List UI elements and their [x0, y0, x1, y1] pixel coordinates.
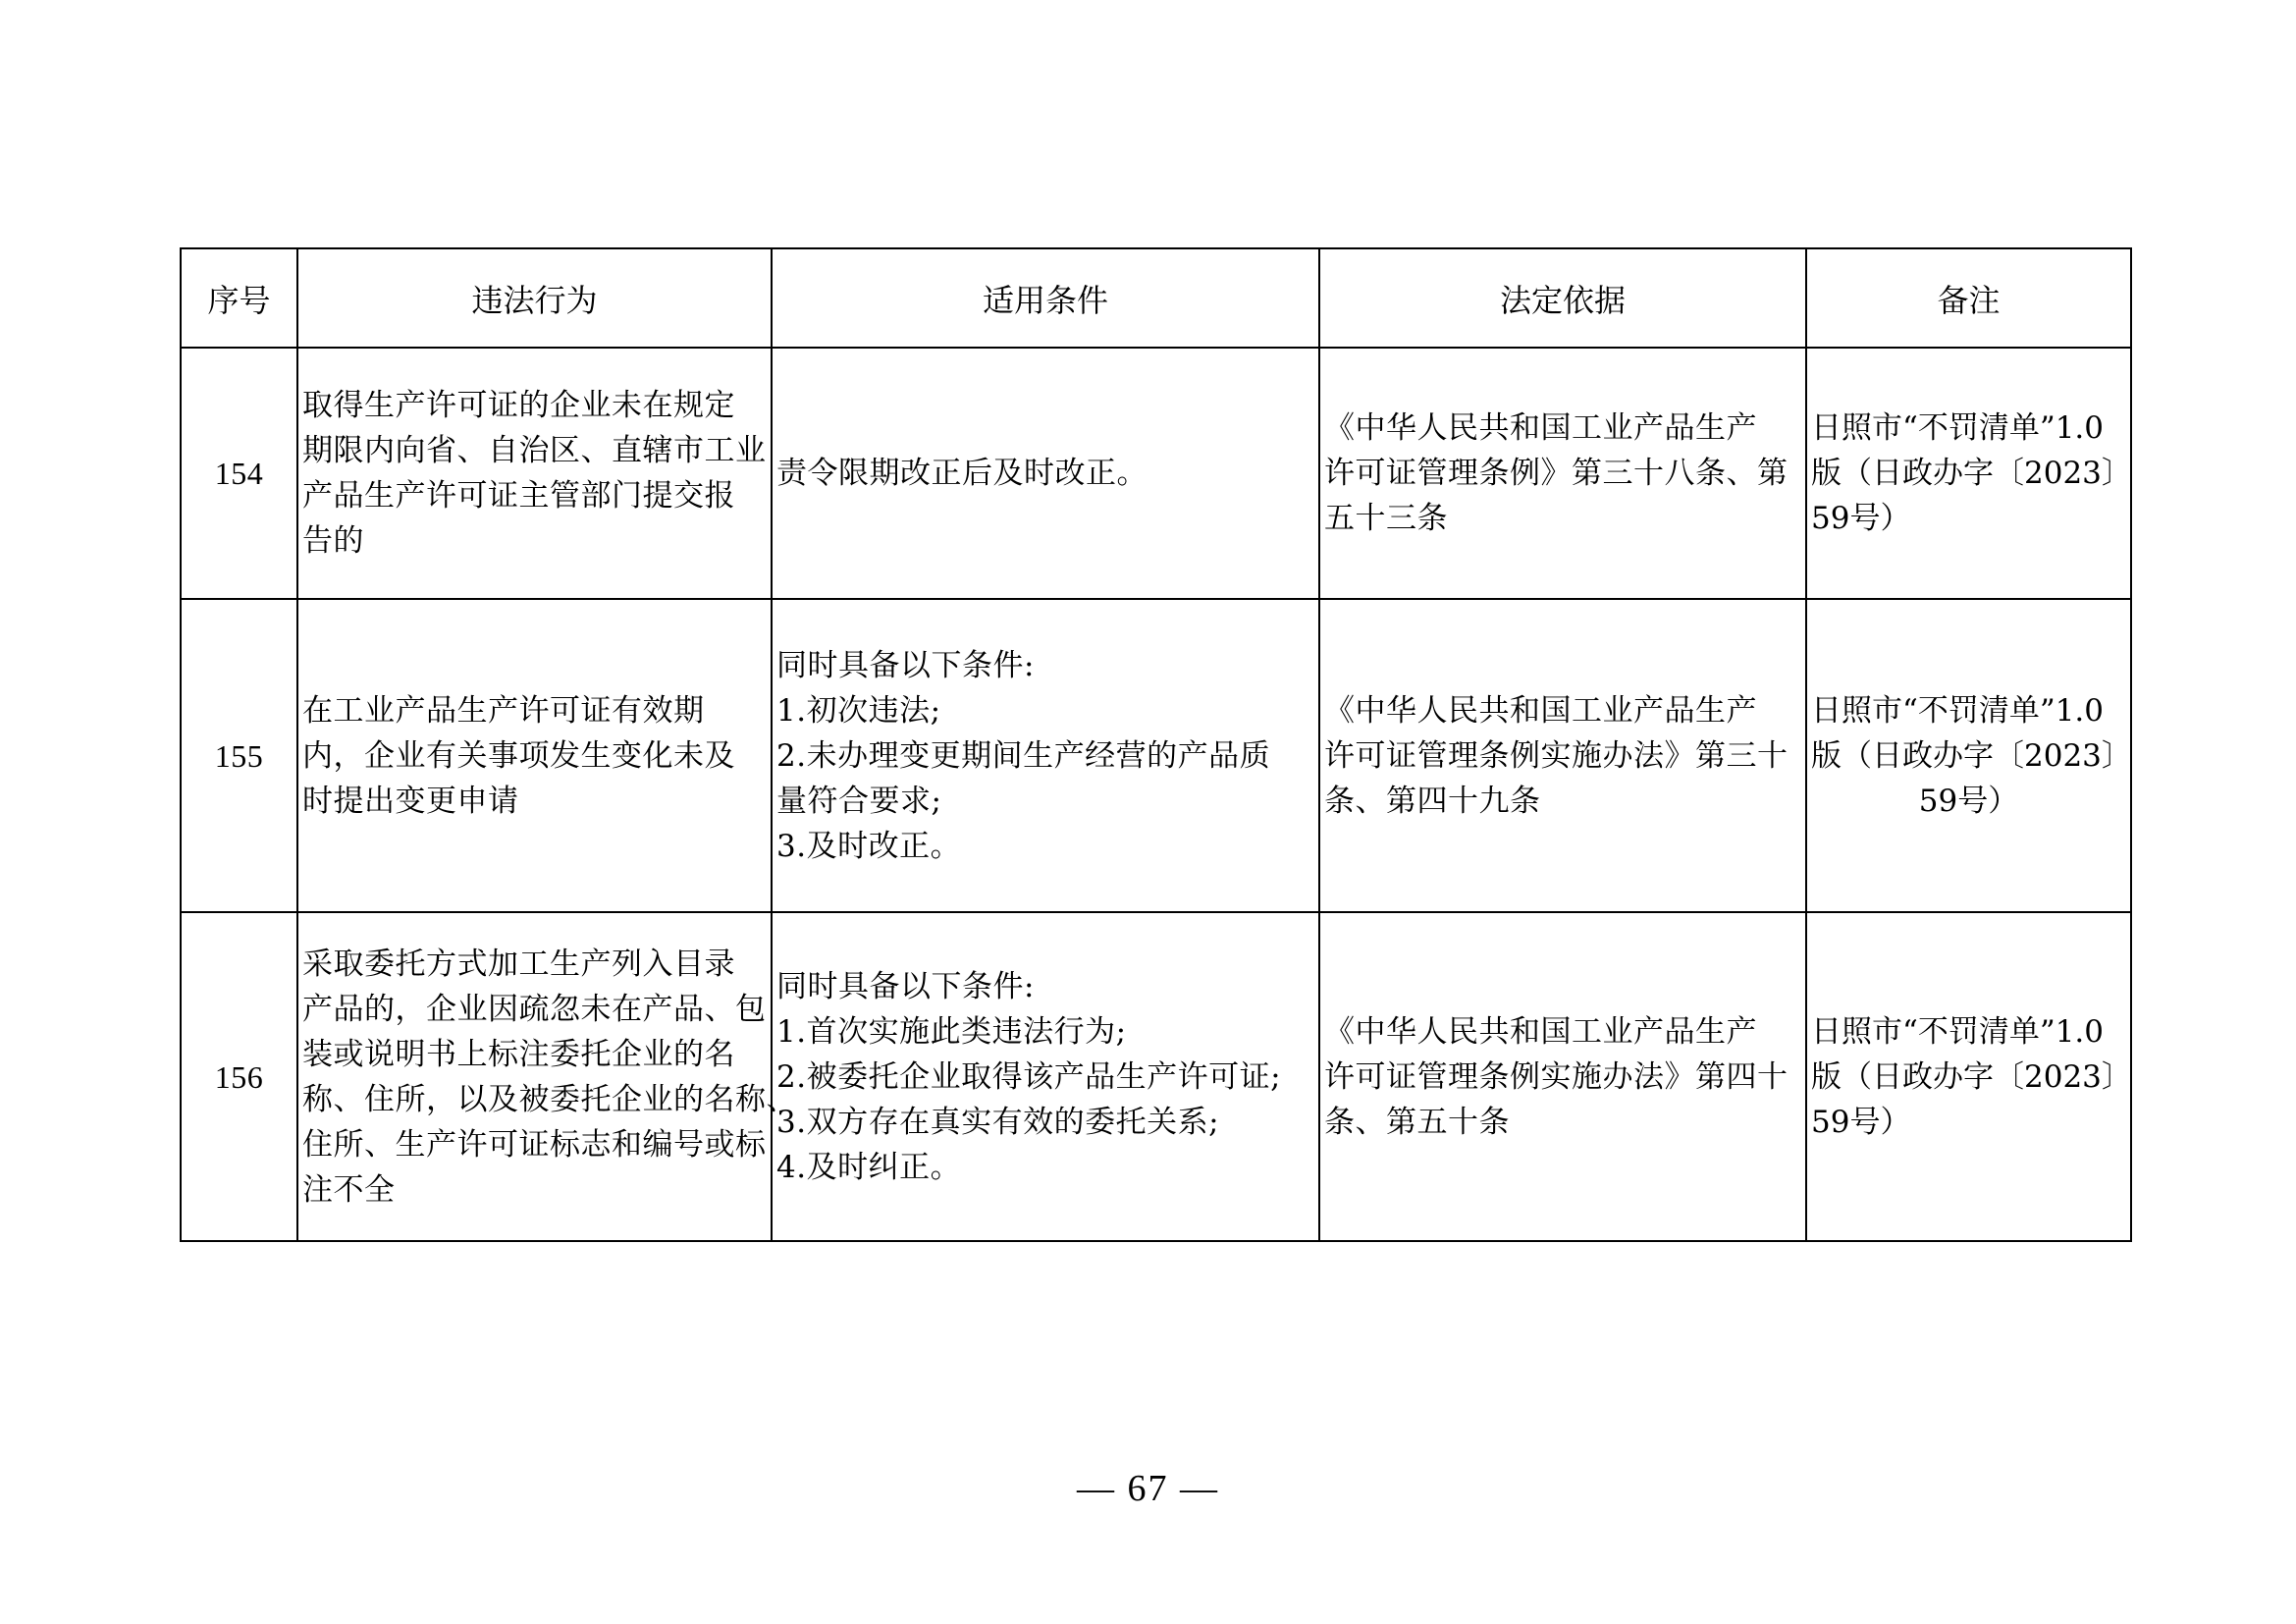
basis-cell — [1319, 912, 1806, 1241]
header-no: 序号 — [181, 248, 297, 348]
penalty-exemption-table — [180, 247, 2132, 1242]
condition-line: 3.双方存在真实有效的委托关系; — [776, 1104, 1220, 1140]
basis-line: 《中华人民共和国工业产品生产 — [1324, 410, 1757, 446]
page-number: — 67 — — [1077, 1468, 1219, 1509]
behavior-line: 装或说明书上标注委托企业的名 — [302, 1036, 735, 1072]
basis-line: 五十三条 — [1324, 501, 1448, 536]
behavior-line: 产品的，企业因疏忽未在产品、包 — [302, 991, 767, 1027]
basis-cell — [1319, 348, 1806, 599]
table-header — [181, 248, 2131, 348]
condition-line: 4.及时纠正。 — [776, 1149, 962, 1185]
basis-cell — [1319, 599, 1806, 912]
condition-cell — [772, 912, 1319, 1241]
note-line: 59号） — [1811, 1104, 1911, 1140]
behavior-line: 在工业产品生产许可证有效期 — [302, 692, 705, 729]
header-note: 备注 — [1806, 248, 2131, 348]
basis-line: 许可证管理条例》第三十八条、第 — [1324, 456, 1789, 491]
behavior-cell — [297, 348, 772, 599]
row-number: 154 — [181, 348, 297, 599]
note-line: 59号） — [1918, 783, 2019, 819]
header-condition: 适用条件 — [772, 248, 1319, 348]
basis-line: 《中华人民共和国工业产品生产 — [1324, 1013, 1757, 1050]
note-line: 版（日政办字〔2023〕 — [1811, 1058, 2132, 1095]
note-line: 日照市“不罚清单”1.0 — [1811, 1013, 2104, 1050]
note-line: 版（日政办字〔2023〕 — [1811, 737, 2132, 774]
basis-line: 《中华人民共和国工业产品生产 — [1324, 692, 1757, 729]
behavior-line: 住所、生产许可证标志和编号或标 — [302, 1126, 767, 1163]
row-number: 155 — [181, 599, 297, 912]
behavior-cell — [297, 599, 772, 912]
behavior-line: 时提出变更申请 — [302, 783, 519, 819]
condition-line: 1.初次违法; — [776, 692, 941, 729]
table-row — [181, 348, 2131, 599]
table-body — [181, 348, 2131, 1241]
behavior-line: 产品生产许可证主管部门提交报 — [302, 478, 735, 514]
table-row — [181, 912, 2131, 1241]
basis-line: 条、第五十条 — [1324, 1104, 1510, 1140]
condition-cell — [772, 348, 1319, 599]
condition-line: 同时具备以下条件: — [776, 968, 1035, 1004]
row-number: 156 — [181, 912, 297, 1241]
condition-line: 2.未办理变更期间生产经营的产品质 — [776, 737, 1271, 774]
table-header-row — [181, 248, 2131, 348]
note-cell — [1806, 348, 2131, 599]
note-line: 版（日政办字〔2023〕 — [1811, 456, 2132, 491]
condition-line: 责令限期改正后及时改正。 — [776, 456, 1148, 491]
note-line: 日照市“不罚清单”1.0 — [1811, 410, 2104, 446]
table-row — [181, 599, 2131, 912]
behavior-line: 内，企业有关事项发生变化未及 — [302, 737, 735, 774]
condition-line: 2.被委托企业取得该产品生产许可证; — [776, 1058, 1282, 1095]
behavior-line: 告的 — [302, 523, 364, 559]
behavior-line: 采取委托方式加工生产列入目录 — [302, 946, 735, 982]
basis-line: 条、第四十九条 — [1324, 783, 1541, 819]
basis-line: 许可证管理条例实施办法》第四十 — [1324, 1058, 1789, 1095]
condition-line: 1.首次实施此类违法行为; — [776, 1013, 1127, 1050]
note-cell — [1806, 599, 2131, 912]
condition-cell — [772, 599, 1319, 912]
behavior-line: 注不全 — [302, 1171, 396, 1208]
note-line: 日照市“不罚清单”1.0 — [1811, 692, 2104, 729]
behavior-line: 称、住所，以及被委托企业的名称、 — [302, 1081, 797, 1117]
header-basis: 法定依据 — [1319, 248, 1806, 348]
basis-line: 许可证管理条例实施办法》第三十 — [1324, 737, 1789, 774]
header-behavior: 违法行为 — [297, 248, 772, 348]
behavior-cell — [297, 912, 797, 1241]
note-cell — [1806, 912, 2131, 1241]
note-line: 59号） — [1811, 501, 1911, 536]
condition-line: 3.及时改正。 — [776, 828, 962, 864]
behavior-line: 期限内向省、自治区、直辖市工业 — [302, 433, 767, 468]
behavior-line: 取得生产许可证的企业未在规定 — [302, 388, 735, 423]
condition-line: 量符合要求; — [776, 783, 942, 819]
condition-line: 同时具备以下条件: — [776, 647, 1035, 683]
